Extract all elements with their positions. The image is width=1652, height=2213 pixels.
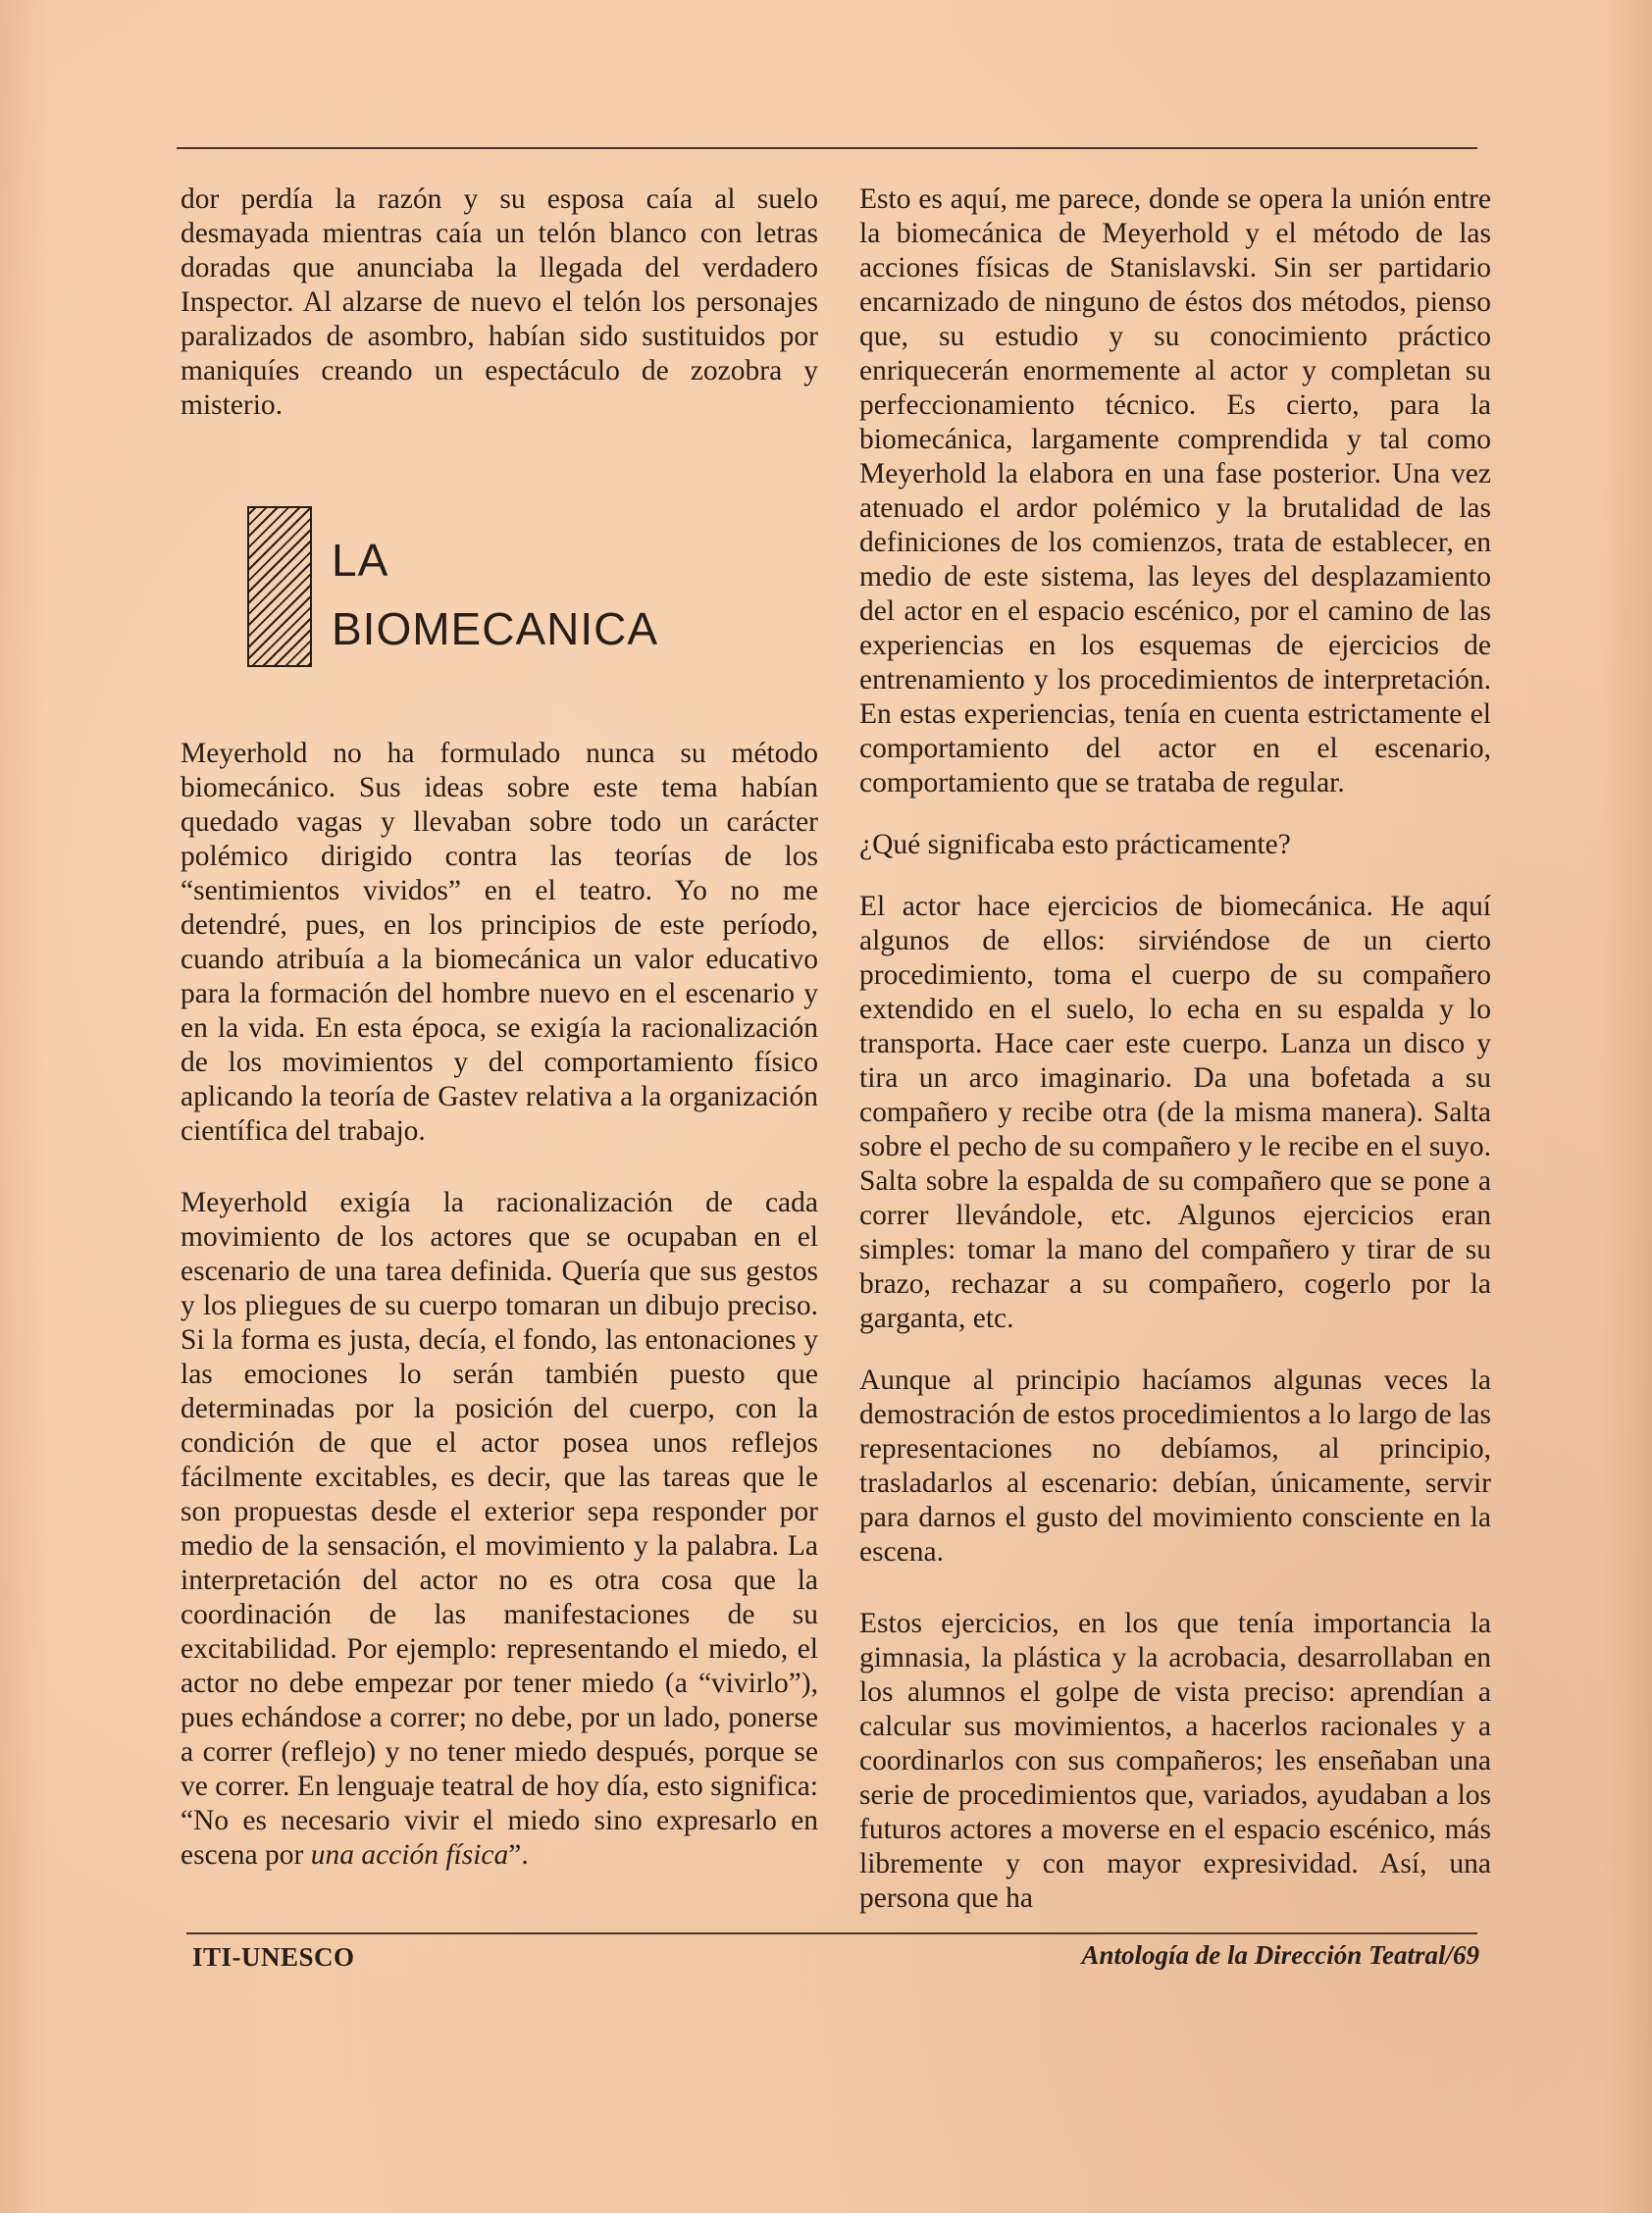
paragraph: Meyerhold no ha formulado nunca su método biomecánico. Sus ideas sobre este tema habían quedado vagas y llevaban sobre todo un carácter polémico dirigido contra las teorías de los “sentimientos vividos” en el teatro. Yo no me detendré, pues, en los principios de este período, cuando atribuía a la biomecánica un valor educativo para la formación del hombre nuevo en el escenario y en la vida. En esta época, se exigía la racionalización de los movimientos y del comportamiento físico aplicando la teoría de Gastev relativa a la organización científica del trabajo. — [181, 738, 818, 1147]
paragraph: Aunque al principio hacíamos algunas veces la demostración de estos procedimientos a lo largo de las representaciones no debíamos, al principio, trasladarlos al escenario: debían, únicamente, servir para darnos el gusto del movimiento consciente en la escena. — [859, 1364, 1491, 1568]
paragraph: Esto es aquí, me parece, donde se opera la unión entre la biomecánica de Meyerhold y el método de las acciones físicas de Stanislavski. Sin ser partidario encarnizado de ninguno de éstos dos métodos, pienso que, su estudio y su conocimiento práctico enriquecerán enormemente al actor y completan su perfeccionamiento técnico. Es cierto, para la biomecánica, largamente comprendida y tal como Meyerhold la elabora en una fase posterior. Una vez atenuado el ardor polémico y la brutalidad de las definiciones de los comienzos, trata de establecer, en medio de este sistema, las leyes del desplazamiento del actor en el espacio escénico, por el camino de las experiencias en los esquemas de ejercicios de entrenamiento y los procedimientos de interpretación. En estas experiencias, tenía en cuenta estrictamente el comportamiento del actor en el escenario, comportamiento que se trataba de regular. — [859, 183, 1491, 798]
hatched-box-icon — [247, 506, 312, 667]
bottom-rule — [186, 1932, 1477, 1934]
paragraph: El actor hace ejercicios de biomecánica. He aquí algunos de ellos: sirviéndose de un cierto procedimiento, toma el cuerpo de su compañero extendido en el suelo, lo echa en su espalda y lo transporta. Hace caer este cuerpo. Lanza un disco y tira un arco imaginario. Da una bofetada a su compañero y recibe otra (de la misma manera). Salta sobre el pecho de su compañero y le recibe en el suyo. Salta sobre la espalda de su compañero que se pone a correr llevándole, etc. Algunos ejercicios eran simples: tomar la mano del compañero y tirar de su brazo, rechazar a su compañero, cogerlo por la garganta, etc. — [859, 891, 1491, 1334]
paragraph-text: Meyerhold exigía la racionalización de cada movimiento de los actores que se ocupaban en el escenario de una tarea definida. Quería que sus gestos y los pliegues de su cuerpo tomaran un dibujo preciso. Si la forma es justa, decía, el fondo, las entonaciones y las emociones lo serán también puesto que determinadas por la posición del cuerpo, con la condición de que el actor posea unos reflejos fácilmente excitables, es decir, que las tareas que le son propuestas desde el exterior sepa responder por medio de la sensación, el movimiento y la palabra. La interpretación del actor no es otra cosa que la coordinación de las manifestaciones de su excitabilidad. Por ejemplo: representando el miedo, el actor no debe empezar por tener miedo (a “vivirlo”), pues echándose a correr; no debe, por un lado, ponerse a correr (reflejo) y no tener miedo después, porque se ve correr. En lenguaje teatral de hoy día, esto significa: “No es necesario vivir el miedo sino expresarlo en escena por — [181, 1187, 818, 1871]
top-rule — [177, 147, 1477, 149]
paragraph: Estos ejercicios, en los que tenía importancia la gimnasia, la plástica y la acrobacia, desarrollaban en los alumnos el golpe de vista preciso: aprendían a calcular sus movimientos, a hacerlos racionales y a coordinarlos con sus compañeros; les enseñaban una serie de procedimientos que, variados, ayudaban a los futuros actores a moverse en el espacio escénico, más libremente y con mayor expresividad. Así, una persona que ha — [859, 1608, 1491, 1914]
paragraph-end: ”. — [508, 1839, 529, 1871]
left-column — [181, 182, 818, 1873]
paragraph — [181, 1186, 818, 1873]
section-title — [332, 526, 744, 663]
paragraph: dor perdía la razón y su esposa caía al suelo desmayada mientras caía un telón blanco con letras doradas que anunciaba la llegada del verdadero Inspector. Al alzarse de nuevo el telón los personajes paralizados de asombro, habían sido sustituidos por maniquíes creando un espectáculo de zozobra y misterio. — [181, 183, 818, 421]
paragraph: ¿Qué significaba esto prácticamente? — [859, 829, 1291, 860]
footer-publisher: ITI-UNESCO — [192, 1942, 355, 1972]
right-column — [859, 182, 1491, 1916]
section-title-line1: LA — [332, 535, 389, 586]
footer-page-title: Antología de la Dirección Teatral/69 — [1081, 1940, 1479, 1970]
section-title-line2: BIOMECANICA — [332, 603, 659, 654]
emphasis-text: una acción física — [310, 1839, 509, 1871]
